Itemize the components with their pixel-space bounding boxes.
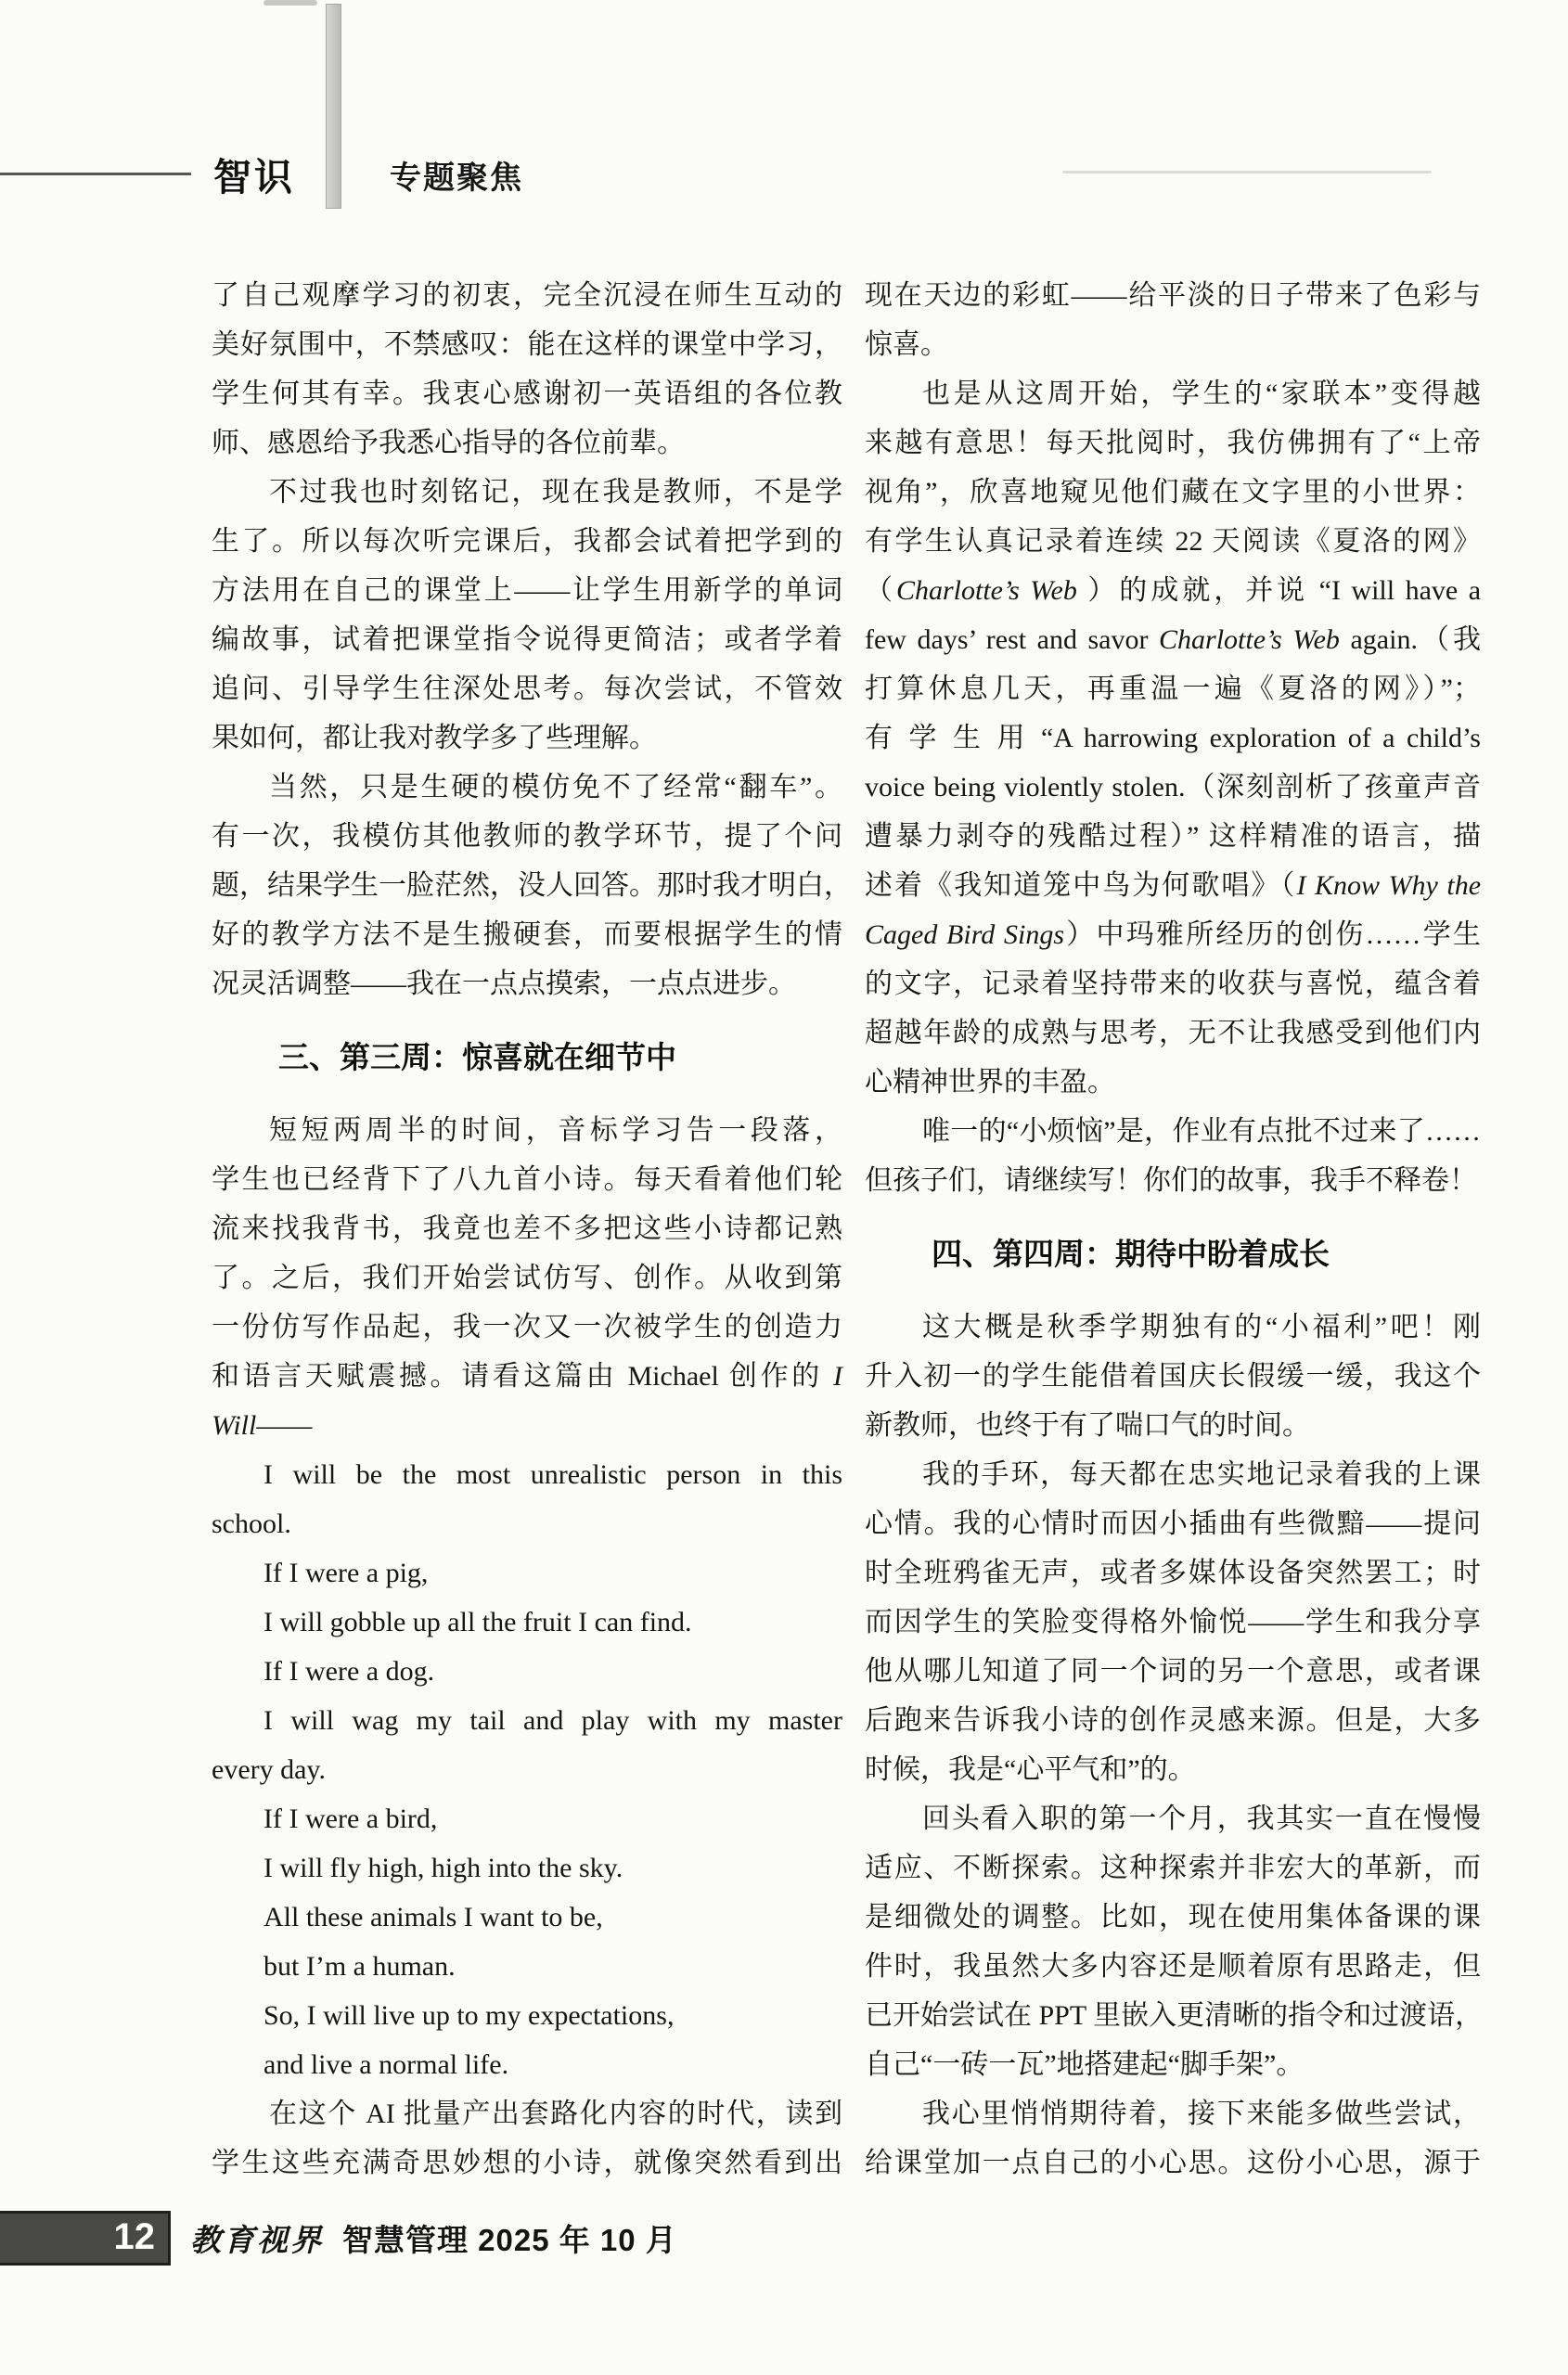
text-line: 新教师，也终于有了喘口气的时间。 [865, 1410, 1310, 1441]
poem-line: every day. [212, 1754, 326, 1785]
text-line: 给课堂加一点自己的小心思。这份小心思，源于 [865, 2148, 1481, 2178]
text-line: 现在天边的彩虹——给平淡的日子带来了色彩与 [865, 280, 1481, 311]
poem-line: If I were a bird, [263, 1804, 438, 1834]
text-line: 而因学生的笑脸变得格外愉悦——学生和我分享 [865, 1607, 1481, 1637]
left-column [212, 271, 852, 2188]
poem-line: If I were a dog. [263, 1656, 435, 1687]
text-segment: （ [865, 575, 896, 606]
text-line [865, 910, 1481, 959]
poem-line: but I’m a human. [263, 1951, 456, 1982]
poem-line: and live a normal life. [263, 2049, 509, 2080]
text-line: 学生何其有幸。我衷心感谢初一英语组的各位教 [212, 379, 842, 409]
text-line: 时候，我是“心平气和”的。 [865, 1754, 1196, 1785]
text-line: 方法用在自己的课堂上——让学生用新学的单词 [212, 575, 842, 606]
text-line: 已开始尝试在 PPT 里嵌入更清晰的指令和过渡语， [865, 2000, 1484, 2031]
issue-info: 智慧管理 2025 年 10 月 [342, 2223, 677, 2257]
section-heading: 四、第四周：期待中盼着成长 [932, 1237, 1330, 1271]
text-line: 是细微处的调整。比如，现在使用集体备课的课 [865, 1902, 1481, 1932]
text-line: 学生也已经背下了八九首小诗。每天看着他们轮 [212, 1164, 842, 1195]
text-line: 我的手环，每天都在忠实地记录着我的上课 [922, 1459, 1481, 1490]
text-line: 美好氛围中，不禁感叹：能在这样的课堂中学习， [212, 329, 842, 360]
section-heading: 三、第三周：惊喜就在细节中 [278, 1040, 676, 1074]
italic-text: I Know Why the [1296, 870, 1482, 901]
text-line: 超越年龄的成熟与思考，无不让我感受到他们内 [865, 1018, 1481, 1048]
text-line: 时全班鸦雀无声，或者多媒体设备突然罢工；时 [865, 1558, 1481, 1588]
text-line: 心精神世界的丰盈。 [865, 1067, 1115, 1098]
text-line: 流来找我背书，我竟也差不多把这些小诗都记熟 [212, 1213, 842, 1244]
header-swoosh [1062, 171, 1432, 173]
page-number: 12 [113, 2216, 155, 2257]
italic-text: Charlotte’s Web [1159, 624, 1340, 655]
text-segment: again.（我 [1339, 624, 1482, 655]
italic-text: I [833, 1361, 842, 1392]
text-line: 件时，我虽然大多内容还是顺着原有思路走，但 [865, 1951, 1481, 1982]
text-line: 好的教学方法不是生搬硬套，而要根据学生的情 [212, 919, 842, 950]
footer-journal-line [190, 2216, 677, 2260]
poem-line: I will be the most unrealistic person in this [263, 1459, 842, 1490]
text-line: 当然，只是生硬的模仿免不了经常“翻车”。 [269, 772, 842, 802]
poem-line: I will fly high, high into the sky. [263, 1853, 623, 1883]
text-line: 有一次，我模仿其他教师的教学环节，提了个问 [212, 821, 842, 852]
text-line: 师、感恩给予我悉心指导的各位前辈。 [212, 428, 685, 458]
text-line [865, 861, 1481, 910]
text-line: 的文字，记录着坚持带来的收获与喜悦，蕴含着 [865, 969, 1481, 999]
text-line: 唯一的“小烦恼”是，作业有点批不过来了…… [922, 1116, 1481, 1147]
text-line: 回头看入职的第一个月，我其实一直在慢慢 [922, 1804, 1481, 1834]
poem-line: I will wag my tail and play with my master [263, 1705, 842, 1736]
text-line [212, 1352, 842, 1401]
text-line: 追问、引导学生往深处思考。每次尝试，不管效 [212, 674, 842, 704]
text-line: 后跑来告诉我小诗的创作灵感来源。但是，大多 [865, 1705, 1481, 1736]
header-rule [0, 173, 191, 175]
header-divider-bar [326, 4, 341, 209]
poem-line: I will gobble up all the fruit I can find. [263, 1607, 692, 1637]
text-line: 遭暴力剥夺的残酷过程）” 这样精准的语言，描 [865, 821, 1481, 852]
text-segment: ）的成就，并说 “I will have a [1076, 575, 1482, 606]
poem-line: So, I will live up to my expectations, [263, 2000, 675, 2031]
text-segment: 述着《我知道笼中鸟为何歌唱》（ [865, 870, 1297, 901]
text-line [865, 566, 1481, 615]
text-segment: ）中玛雅所经历的创伤……学生 [1064, 919, 1481, 950]
text-line: 自己“一砖一瓦”地搭建起“脚手架”。 [865, 2049, 1305, 2080]
text-line: 有 学 生 用 “A harrowing exploration of a child’s [865, 723, 1481, 753]
text-line: voice being violently stolen.（深刻剖析了孩童声音 [865, 772, 1481, 802]
text-line: 了自己观摩学习的初衷，完全沉浸在师生互动的 [212, 280, 842, 311]
text-line: 这大概是秋季学期独有的“小福利”吧！刚 [922, 1312, 1481, 1342]
text-line: 题，结果学生一脸茫然，没人回答。那时我才明白， [212, 870, 852, 901]
text-line: 视角”，欣喜地窥见他们藏在文字里的小世界： [865, 477, 1481, 507]
text-line: 一份仿写作品起，我一次又一次被学生的创造力 [212, 1312, 842, 1342]
text-line [865, 615, 1481, 664]
text-line: 有学生认真记录着连续 22 天阅读《夏洛的网》 [865, 526, 1481, 557]
text-line: 况灵活调整——我在一点点摸索，一点点进步。 [212, 969, 796, 999]
right-column [865, 271, 1484, 2188]
text-line [212, 1401, 842, 1450]
poem-line: school. [212, 1508, 291, 1539]
text-line: 编故事，试着把课堂指令说得更简洁；或者学着 [212, 624, 842, 655]
text-line: 了。之后，我们开始尝试仿写、创作。从收到第 [212, 1263, 842, 1293]
text-line: 他从哪儿知道了同一个词的另一个意思，或者课 [865, 1656, 1481, 1687]
text-line: 心情。我的心情时而因小插曲有些微黯——提问 [865, 1508, 1481, 1539]
section-label: 智识 [213, 156, 295, 199]
text-line: 但孩子们，请继续写！你们的故事，我手不释卷！ [865, 1165, 1477, 1196]
text-line: 升入初一的学生能借着国庆长假缓一缓，我这个 [865, 1361, 1481, 1392]
poem-line: If I were a pig, [263, 1558, 429, 1588]
text-line: 适应、不断探索。这种探索并非宏大的革新，而 [865, 1853, 1481, 1883]
text-line: 学生这些充满奇思妙想的小诗，就像突然看到出 [212, 2148, 842, 2178]
text-line: 我心里悄悄期待着，接下来能多做些尝试， [922, 2099, 1481, 2129]
italic-text: Charlotte’s Web [895, 575, 1077, 606]
page-number-box [0, 2211, 171, 2266]
text-line: 来越有意思！每天批阅时，我仿佛拥有了“上帝 [865, 428, 1481, 458]
scan-smudge [263, 0, 317, 6]
text-line: 短短两周半的时间，音标学习告一段落， [269, 1115, 842, 1146]
column-label: 专题聚焦 [390, 160, 523, 196]
text-line: 不过我也时刻铭记，现在我是教师，不是学 [269, 477, 842, 507]
text-line: 果如何，都让我对教学多了些理解。 [212, 723, 657, 753]
italic-text: Will [212, 1410, 257, 1441]
text-line: 打算休息几天，再重温一遍《夏洛的网》）”； [865, 674, 1481, 704]
text-line: 惊喜。 [865, 329, 948, 360]
text-segment: —— [256, 1410, 313, 1441]
text-line: 也是从这周开始，学生的“家联本”变得越 [922, 379, 1481, 409]
text-segment: 和语言天赋震撼。请看这篇由 Michael 创作的 [212, 1361, 833, 1392]
poem-line: All these animals I want to be, [263, 1902, 603, 1932]
italic-text: Caged Bird Sings [865, 919, 1065, 950]
journal-name: 教育视界 [190, 2225, 324, 2258]
text-line: 生了。所以每次听完课后，我都会试着把学到的 [212, 526, 842, 557]
text-segment: few days’ rest and savor [865, 624, 1160, 655]
text-line: 在这个 AI 批量产出套路化内容的时代，读到 [269, 2099, 842, 2129]
